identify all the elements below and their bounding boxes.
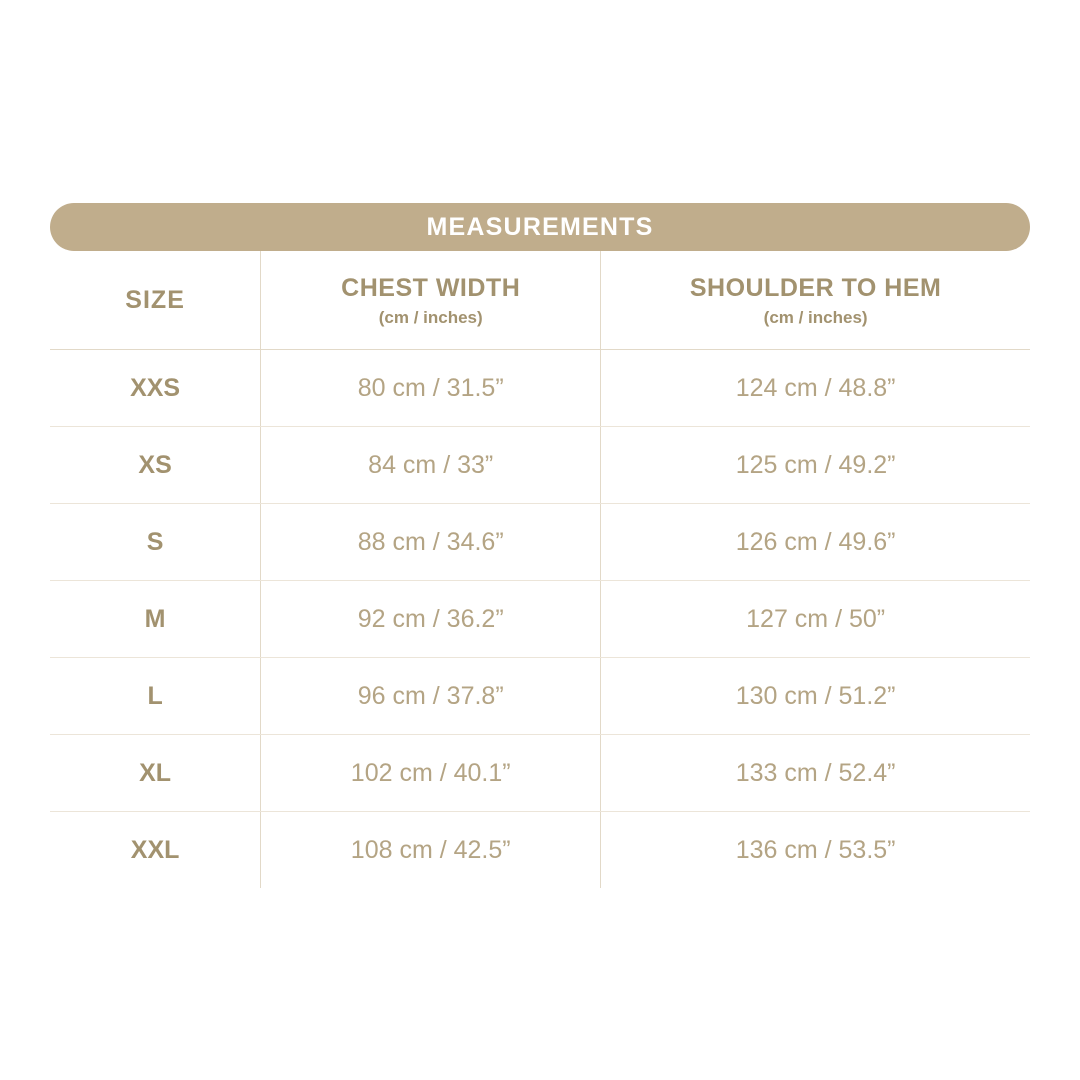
table-row [50, 581, 1030, 658]
cell-size: S [50, 504, 261, 581]
cell-chest-width: 102 cm / 40.1” [261, 735, 601, 812]
cell-chest-width: 84 cm / 33” [261, 427, 601, 504]
cell-shoulder-to-hem: 130 cm / 51.2” [601, 658, 1030, 735]
cell-size: XXS [50, 350, 261, 427]
cell-chest-width: 92 cm / 36.2” [261, 581, 601, 658]
table-row [50, 427, 1030, 504]
cell-size: L [50, 658, 261, 735]
column-header-size [50, 251, 261, 350]
cell-chest-width: 88 cm / 34.6” [261, 504, 601, 581]
cell-shoulder-to-hem: 126 cm / 49.6” [601, 504, 1030, 581]
cell-chest-width: 80 cm / 31.5” [261, 350, 601, 427]
cell-size: XS [50, 427, 261, 504]
cell-size: XXL [50, 812, 261, 889]
table-row [50, 735, 1030, 812]
cell-size: M [50, 581, 261, 658]
column-header-shoulder-to-hem-unit: (cm / inches) [763, 307, 868, 327]
cell-shoulder-to-hem: 125 cm / 49.2” [601, 427, 1030, 504]
column-header-chest-width-unit: (cm / inches) [378, 307, 483, 327]
column-header-chest-width-label: CHEST WIDTH [341, 274, 521, 302]
measurements-header-bar [50, 203, 1030, 251]
cell-chest-width: 96 cm / 37.8” [261, 658, 601, 735]
column-header-chest-width [261, 251, 601, 350]
size-chart [50, 203, 1030, 888]
table-row [50, 350, 1030, 427]
cell-size: XL [50, 735, 261, 812]
cell-shoulder-to-hem: 136 cm / 53.5” [735, 835, 896, 864]
cell-chest-width: 108 cm / 42.5” [261, 812, 601, 889]
measurements-table [50, 251, 1030, 888]
cell-shoulder-to-hem: 124 cm / 48.8” [601, 350, 1030, 427]
table-header [50, 251, 1030, 350]
table-row [50, 812, 1030, 889]
column-header-size-label: SIZE [125, 286, 185, 315]
page-title: MEASUREMENTS [426, 212, 654, 241]
table-header-row [50, 251, 1030, 350]
cell-shoulder-to-hem: 133 cm / 52.4” [601, 735, 1030, 812]
cell-shoulder-to-hem: 127 cm / 50” [601, 581, 1030, 658]
column-header-shoulder-to-hem-label: SHOULDER TO HEM [689, 274, 942, 302]
table-row [50, 504, 1030, 581]
table-row [50, 658, 1030, 735]
table-body [50, 350, 1030, 889]
column-header-shoulder-to-hem [601, 251, 1030, 350]
